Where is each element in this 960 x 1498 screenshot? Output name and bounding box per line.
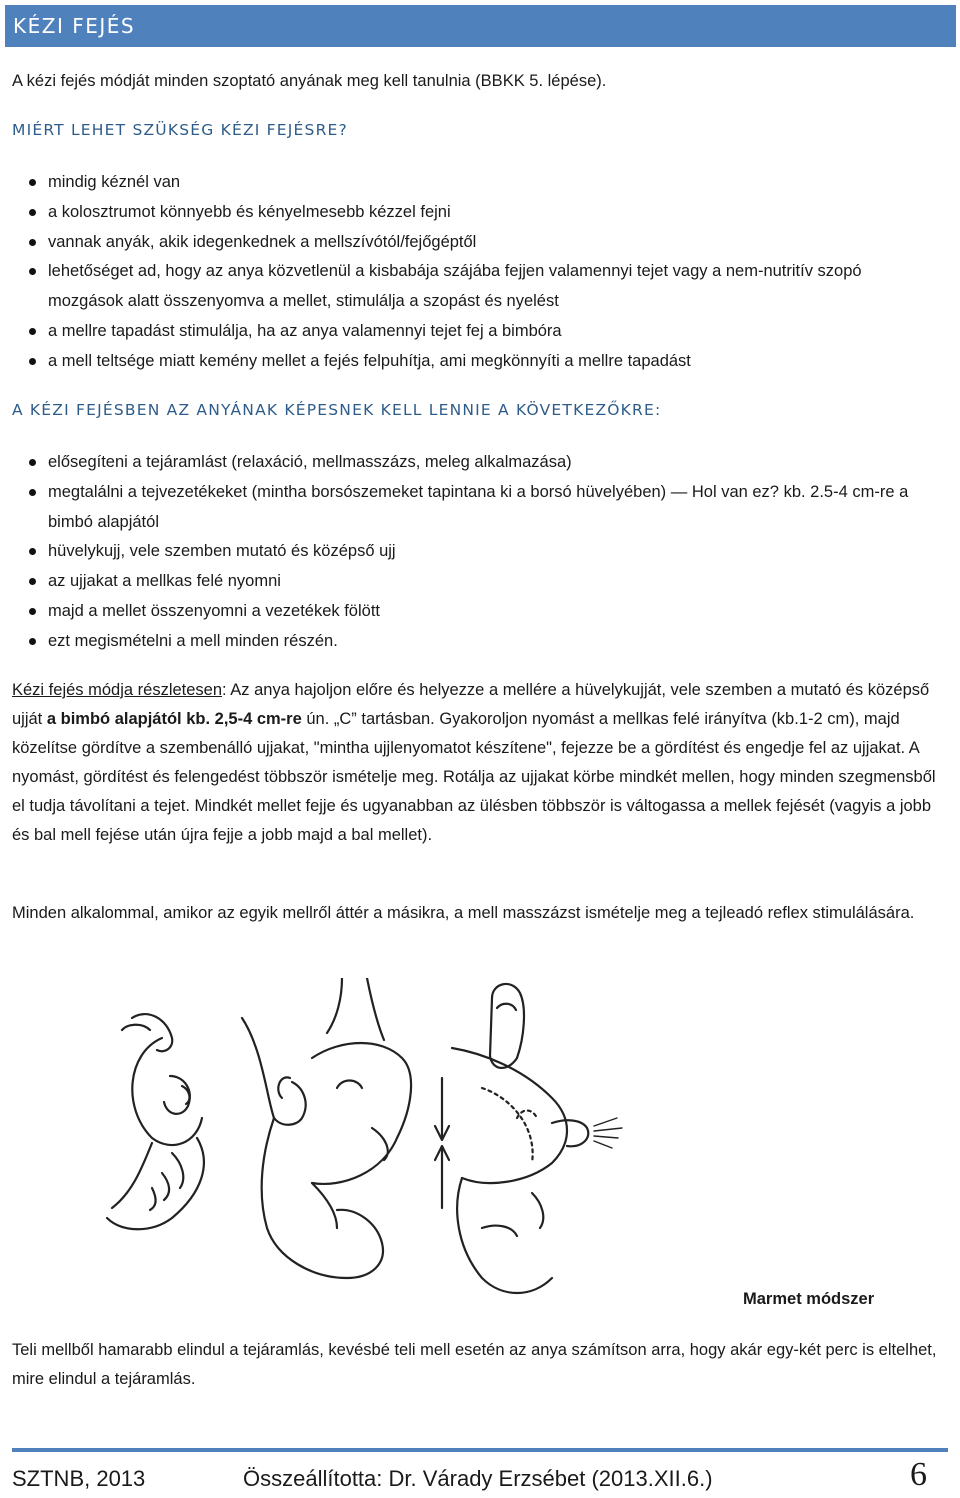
list-item: elősegíteni a tejáramlást (relaxáció, mellmasszázs, meleg alkalmazása): [0, 448, 920, 478]
massage-note: Minden alkalommal, amikor az egyik mellről áttér a másikra, a mell masszázst ismételje meg a tejleadó reflex stimulálására.: [12, 904, 915, 922]
figure-caption: Marmet módszer: [743, 1290, 875, 1308]
skills-heading: A KÉZI FEJÉSBEN AZ ANYÁNAK KÉPESNEK KELL LENNIE A KÖVETKEZŐKRE:: [12, 401, 662, 419]
section-header-bar: [5, 5, 956, 47]
page-number: 6: [910, 1456, 927, 1493]
detail-bold: a bimbó alapjától kb. 2,5-4 cm-re: [46, 710, 302, 728]
detail-label: Kézi fejés módja részletesen: [12, 681, 223, 699]
hand-expression-drawing: [12, 978, 669, 1300]
list-item: az ujjakat a mellkas felé nyomni: [0, 567, 920, 597]
detail-paragraph: [12, 676, 942, 850]
why-heading: MIÉRT LEHET SZÜKSÉG KÉZI FEJÉSRE?: [12, 121, 348, 139]
why-list: [0, 168, 920, 377]
section-title: KÉZI FEJÉS: [13, 14, 136, 38]
list-item: vannak anyák, akik idegenkednek a mellszívótól/fejőgéptől: [0, 228, 920, 258]
marmet-illustration: [12, 978, 669, 1300]
list-item: ezt megismételni a mell minden részén.: [0, 627, 920, 657]
footer-divider: [12, 1448, 948, 1452]
skills-list: [0, 448, 920, 657]
list-item: hüvelykujj, vele szemben mutató és középső ujj: [0, 537, 920, 567]
detail-text-b: ún. „C” tartásban. Gyakoroljon nyomást a mellkas felé irányítva (kb.1-2 cm), majd közelítse gördítve a szembenálló ujjakat, "mintha ujjlenyomatot készítene", fejezze be a gördítést és engedje fel az ujjakat. A nyomást, gördítést és felengedést többször ismételje meg. Rotálja az ujjakat körbe mindkét mellen, hogy minden szegmensből el tudja távolítani a tejet. Mindkét mellet fejje és ugyanabban az ülésben többször is váltogassa a mellek fejését (vagyis a jobb és bal mell fejése után újra fejje a jobb majd a bal mellet).: [12, 710, 936, 844]
footer-org: SZTNB, 2013: [12, 1466, 146, 1491]
intro-text: A kézi fejés módját minden szoptató anyának meg kell tanulnia (BBKK 5. lépése).: [12, 72, 607, 90]
list-item: a mellre tapadást stimulálja, ha az anya valamennyi tejet fej a bimbóra: [0, 317, 920, 347]
list-item: mindig kéznél van: [0, 168, 920, 198]
footer-author: Összeállította: Dr. Várady Erzsébet (2013.XII.6.): [243, 1466, 713, 1491]
list-item: a kolosztrumot könnyebb és kényelmesebb kézzel fejni: [0, 198, 920, 228]
closing-note: Teli mellből hamarabb elindul a tejáramlás, kevésbé teli mell esetén az anya számítson arra, hogy akár egy-két perc is eltelhet, mire elindul a tejáramlás.: [12, 1341, 937, 1388]
list-item: majd a mellet összenyomni a vezetékek fölött: [0, 597, 920, 627]
list-item: lehetőséget ad, hogy az anya közvetlenül a kisbabája szájába fejjen valamennyi tejet vagy a nem-nutritív szopó mozgások alatt összenyomva a mellet, stimulálja a szopást és nyelést: [0, 257, 920, 317]
list-item: a mell teltsége miatt kemény mellet a fejés felpuhítja, ami megkönnyíti a mellre tapadást: [0, 347, 920, 377]
detail-text-a: : Az anya hajoljon előre és helyezze a mellére a hüvelykujját, vele szemben a mutató és középső ujját: [12, 681, 930, 728]
list-item: megtalálni a tejvezetékeket (mintha borsószemeket tapintana ki a borsó hüvelyében) — Hol van ez? kb. 2.5-4 cm-re a bimbó alapjától: [0, 478, 920, 538]
